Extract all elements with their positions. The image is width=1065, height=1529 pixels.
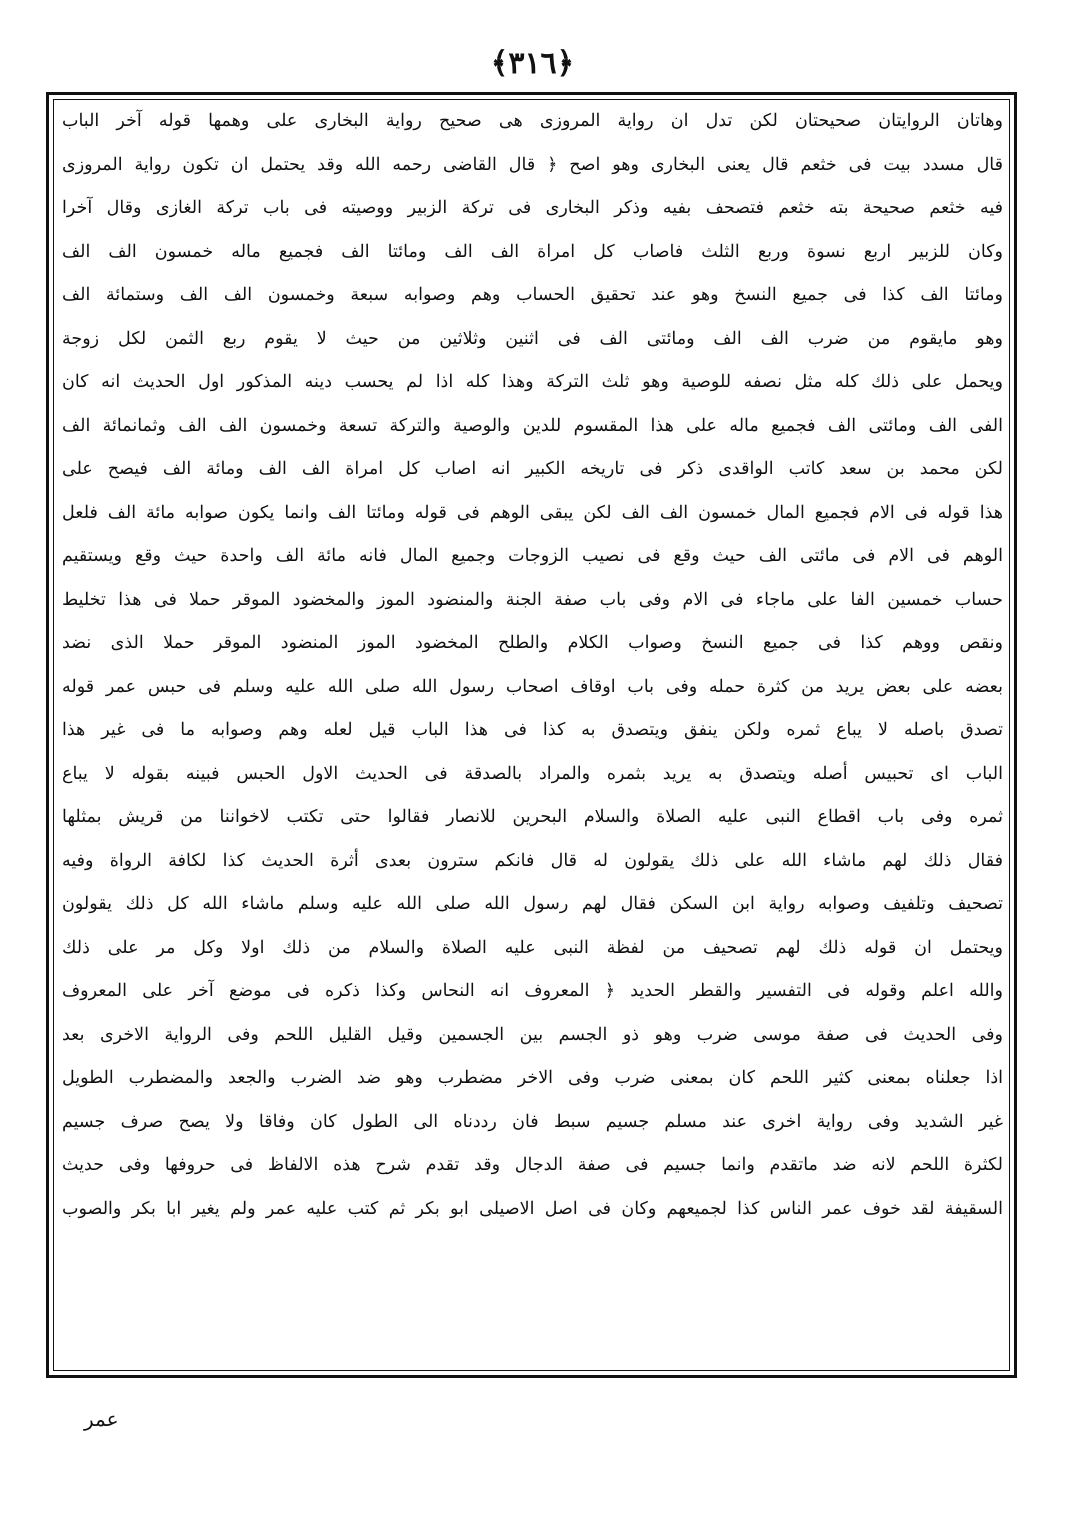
text-line: ويحتمل ان قوله ذلك لهم تصحيف من لفظة النبى عليه الصلاة والسلام من ذلك اولا وكل مر على ذلك [62,937,1003,958]
text-line: تصدق باصله لا يباع ثمره ولكن ينفق ويتصدق به كذا فى هذا الباب قيل لعله وهم وصوابه ما فى غير هذا [62,720,1003,740]
text-line: حساب خمسين الفا على ماجاء فى الام وفى باب صفة الجنة والمنضود الموز والمخضود الموقر حملا فى هذا تخليط [62,589,1003,610]
text-line: السقيفة لقد خوف عمر الناس كذا لجميعهم وكان فى اصل الاصيلى ابو بكر ثم كتب عليه عمر ولم يغير ابا بكر والصوب [62,1198,1003,1219]
text-line: الوهم فى الام فى مائتى الف حيث وقع فى نصيب الزوجات وجميع المال فانه مائة الف واحدة حيث وقع ويستقيم [62,546,1003,566]
text-line: وهو مايقوم من ضرب الف الف ومائتى الف فى اثنين وثلاثين من حيث لا يقوم ربع الثمن لكل زوجة [62,328,1003,349]
text-line: تصحيف وتلفيف وصوابه رواية ابن السكن فقال لهم رسول الله صلى الله عليه وسلم ماشاء الله كل ذلك يقولون [62,894,1003,914]
text-line: فقال ذلك لهم ماشاء الله على ذلك يقولون له قال فانكم سترون بعدى أثرة الحديث كذا لكافة الرواة وفيه [62,850,1003,871]
text-line: ونقص ووهم كذا فى جميع النسخ وصواب الكلام والطلح المخضود الموز المنضود الموقر حملا الذى نضد [62,633,1003,653]
text-line: لكثرة اللحم لانه ضد ماتقدم وانما جسيم فى صفة الدجال وقد تقدم شرح هذه الالفاظ فى حروفها وفى حديث [62,1155,1003,1175]
text-line: ثمره وفى باب اقطاع النبى عليه الصلاة والسلام البحرين للانصار فقالوا حتى تكتب لاخواننا من قريش بمثلها [62,807,1003,827]
text-line: وهاتان الروايتان صحيحتان لكن تدل ان رواية المروزى هى صحيح رواية البخارى على وهمها قوله آخر الباب [62,111,1003,131]
text-line: ويحمل على ذلك كله مثل نصفه للوصية وهو ثلث التركة وهذا كله اذا لم يحسب دينه المذكور اول الحديث انه كان [62,372,1003,392]
text-line: والله اعلم وقوله فى التفسير والقطر الحديد ﴿ المعروف انه النحاس وكذا ذكره فى موضع آخر على المعروف [62,981,1003,1001]
text-line: بعضه على بعض يريد من كثرة حمله وفى باب اوقاف اصحاب رسول الله صلى الله عليه وسلم فى حبس عمر قوله [62,676,1003,697]
text-line: وفى الحديث فى صفة موسى ضرب وهو ذو الجسم بين الجسمين وقيل القليل اللحم وفى الرواية الاخرى بعد [62,1024,1003,1045]
page-number: ﴿٣١٦﴾ [490,46,575,81]
text-line: غير الشديد وفى رواية اخرى عند مسلم جسيم سبط فان رددناه الى الطول كان وفاقا ولا يصح صرف جسيم [62,1111,1003,1132]
text-line: الفى الف ومائتى الف فجميع ماله على هذا المقسوم للدين والوصية والتركة تسعة وخمسون الف الف وثمانمائة الف [62,415,1003,436]
text-line: وكان للزبير اربع نسوة وربع الثلث فاصاب كل امراة الف الف ومائتا الف فجميع ماله خمسون الف الف [62,241,1003,262]
catchword: عمر [84,1407,119,1431]
text-body [62,100,1003,1275]
text-line: فيه خثعم صحيحة بته خثعم فتصحف بفيه وذكر البخارى فى تركة الزبير ووصيته فى باب تركة الغازى وقال آخرا [62,198,1003,218]
text-line: لكن محمد بن سعد كاتب الواقدى ذكر فى تاريخه الكبير انه اصاب كل امراة الف الف ومائة الف فيصح على [62,459,1003,479]
text-line: ومائتا الف كذا فى جميع النسخ وهو عند تحقيق الحساب وهم وصوابه سبعة وخمسون الف الف وستمائة الف [62,285,1003,305]
text-line: هذا قوله فى الام فجميع المال خمسون الف الف لكن يبقى الوهم فى قوله ومائتا الف وانما يكون صوابه مائة الف فلعل [62,502,1003,523]
text-line: الباب اى تحبيس أصله ويتصدق به يريد بثمره والمراد بالصدقة فى الحديث الاول الحبس فبينه بقوله لا يباع [62,763,1003,784]
text-line: قال مسدد بيت فى خثعم قال يعنى البخارى وهو اصح ﴿ قال القاضى رحمه الله وقد يحتمل ان تكون رواية المروزى [62,154,1003,175]
text-line: اذا جعلناه بمعنى كثير اللحم كان بمعنى ضرب وفى الاخر مضطرب وهو ضد الضرب والجعد والمضطرب الطويل [62,1068,1003,1088]
text-line [62,1231,1003,1275]
